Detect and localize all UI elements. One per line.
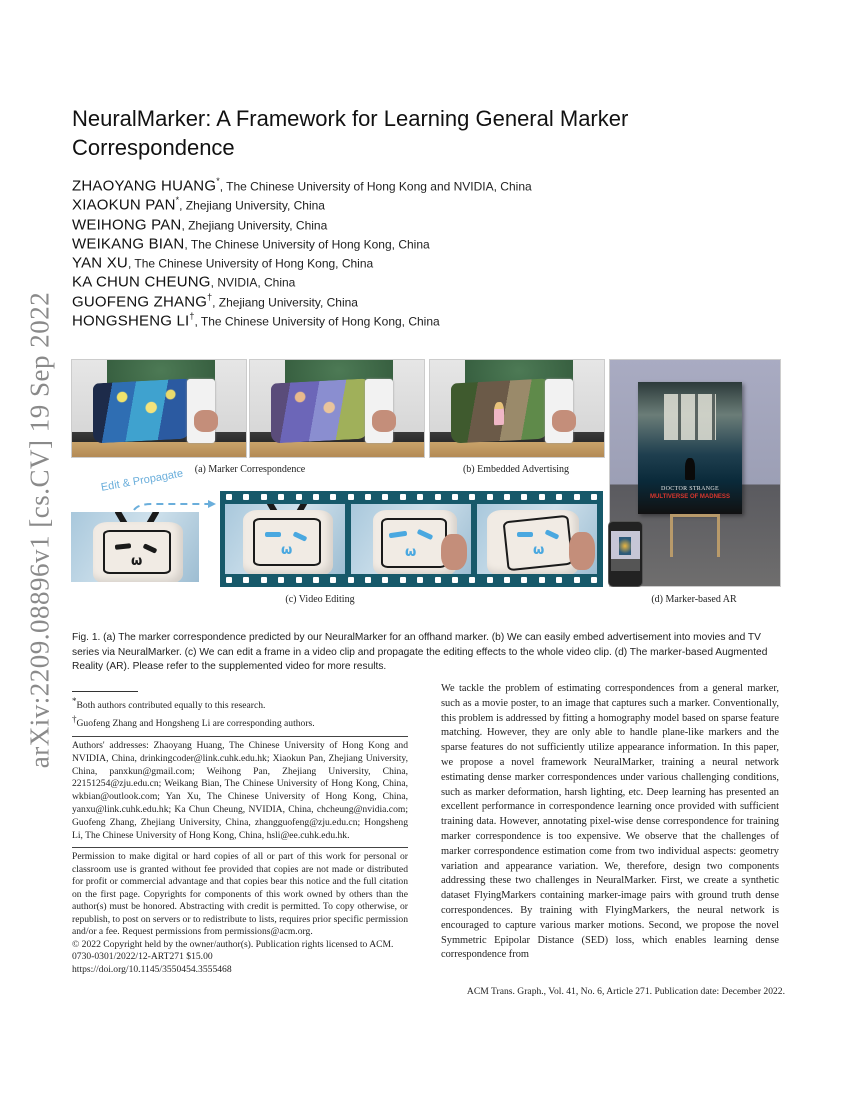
author-name: YAN XU <box>72 254 128 272</box>
author-list <box>72 172 672 330</box>
plush-toy <box>93 522 183 582</box>
author-affiliation: , Zhejiang University, China <box>181 217 328 232</box>
poster-figure <box>685 458 695 480</box>
plush-eye-edited <box>517 532 533 537</box>
author-affiliation: , The Chinese University of Hong Kong, China <box>184 237 430 252</box>
author-name: XIAOKUN PAN <box>72 196 176 214</box>
permission-text: Permission to make digital or hard copies of all or part of this work for personal or classroom use is granted without fee provided that copies are not made or distributed for profit or commercial advantage and that copies bear this notice and the full citation on the first page. Copyrights for components of this work owned by others than the author(s) must be honored. Abstracting with credit is permitted. To copy otherwise, or republish, to post on servers or to redistribute to lists, requires prior specific permission and/or a fee. Request permissions from permissions@acm.org. <box>72 851 408 937</box>
author-affiliation: , The Chinese University of Hong Kong, China <box>194 314 440 329</box>
author-entry <box>72 172 672 195</box>
author-affiliation: , Zhejiang University, China <box>212 295 358 310</box>
film-frame-3 <box>477 504 597 574</box>
arxiv-stamp <box>10 291 70 769</box>
footnotes <box>72 695 432 731</box>
hand <box>569 532 595 570</box>
paper-title: NeuralMarker: A Framework for Learning General Marker Correspondence <box>72 106 629 160</box>
plush-mouth-edited: ω <box>281 543 293 558</box>
permission-rule <box>72 847 408 848</box>
author-affiliation: , The Chinese University of Hong Kong and NVIDIA, China <box>219 179 532 194</box>
marker-correspondence-photo-warped <box>249 359 425 458</box>
author-entry <box>72 249 672 272</box>
plush-mouth-edited: ω <box>405 545 417 560</box>
author-entry <box>72 307 672 330</box>
film-strip <box>220 491 603 587</box>
embedded-advertising-photo <box>429 359 605 458</box>
marker-correspondence-photo-input <box>71 359 247 458</box>
author-name: HONGSHENG LI <box>72 312 190 330</box>
film-holes-top <box>226 494 597 501</box>
author-mark: * <box>175 195 180 206</box>
plush-mouth: ω <box>131 554 143 569</box>
subcaption-c: (c) Video Editing <box>285 594 355 605</box>
plush-mouth-edited: ω <box>533 543 545 558</box>
footnote-rule <box>72 691 138 692</box>
plush-screen <box>253 518 321 566</box>
author-addresses: Authors' addresses: Zhaoyang Huang, The Chinese University of Hong Kong and NVIDIA, China, drinkingcoder@link.cuhk.edu.hk; Xiaokun Pan, Zhejiang University, China, panxkun@gmail.com; Weihong Pan, Zhejiang University, China, 22151254@zju.edu.cn; Weikang Bian, The Chinese University of Hong Kong, China, wkbian@outlook.com; Yan Xu, The Chinese University of Hong Kong, China, yanxu@link.cuhk.edu.hk; Ka Chun Cheung, NVIDIA, China, chcheung@nvidia.com; Guofeng Zhang, Zhejiang University, China, zhangguofeng@zju.edu.cn; Hongsheng Li, The Chinese University of Hong Kong, China, hsli@ee.cuhk.edu.hk. <box>72 740 408 841</box>
phone-ar-poster <box>619 537 631 555</box>
hand <box>552 410 576 431</box>
journal-footer: ACM Trans. Graph., Vol. 41, No. 6, Article 271. Publication date: December 2022. <box>466 986 785 997</box>
easel <box>670 514 720 557</box>
phone-ar-view <box>608 521 643 587</box>
video-editing-source-frame <box>71 512 199 582</box>
plush-toy <box>243 510 333 574</box>
copyright-line: © 2022 Copyright held by the owner/author(s). Publication rights licensed to ACM. <box>72 938 394 950</box>
issn-line: 0730-0301/2022/12-ART271 $15.00 <box>72 951 213 962</box>
phone-screen <box>611 531 640 571</box>
propagate-arrow-icon <box>130 498 218 512</box>
author-entry <box>72 230 672 253</box>
subcaption-d: (d) Marker-based AR <box>651 594 737 605</box>
footnote-corresponding: †Guofeng Zhang and Hongsheng Li are corresponding authors. <box>72 713 315 730</box>
author-entry <box>72 191 672 214</box>
author-name: WEIHONG PAN <box>72 215 182 233</box>
warped-marker-overlay <box>271 379 368 444</box>
author-name: ZHAOYANG HUANG <box>72 177 217 195</box>
film-frame-2 <box>351 504 471 574</box>
hand <box>372 410 396 431</box>
film-frame-1 <box>225 504 345 574</box>
poster-title-line1: DOCTOR STRANGE <box>661 486 719 492</box>
author-mark: † <box>189 311 195 322</box>
author-affiliation: , Zhejiang University, China <box>179 198 325 213</box>
figure-caption: Fig. 1. (a) The marker correspondence predicted by our NeuralMarker for an offhand marker. (b) We can easily embed advertisement into movies and TV series via NeuralMarker. (c) We can edit a frame in a video clip and propagate the editing effects to the whole video clip. (d) The marker-based Augmented Reality (AR). Please refer to the supplemented video for more results. <box>72 632 768 672</box>
hand <box>441 534 467 570</box>
permission-notice <box>72 851 408 976</box>
author-name: WEIKANG BIAN <box>72 235 185 253</box>
addresses-rule <box>72 736 408 737</box>
edit-propagate-label: Edit & Propagate <box>100 467 184 494</box>
film-holes-bottom <box>226 577 597 584</box>
movie-poster <box>638 382 742 514</box>
poster-title-line2: MULTIVERSE OF MADNESS <box>650 494 730 500</box>
author-name: KA CHUN CHEUNG <box>72 273 211 291</box>
author-entry <box>72 211 672 233</box>
subcaption-b: (b) Embedded Advertising <box>462 464 570 475</box>
author-mark: * <box>216 176 220 186</box>
cartoon-girl <box>494 402 504 425</box>
plush-screen <box>381 518 447 568</box>
arxiv-identifier: arXiv:2209.08896v1 [cs.CV] 19 Sep 2022 <box>24 291 55 769</box>
doi-link[interactable]: https://doi.org/10.1145/3550454.3555468 <box>72 963 232 975</box>
author-name: GUOFENG ZHANG <box>72 293 208 311</box>
plush-toy <box>487 510 579 574</box>
author-affiliation: , The Chinese University of Hong Kong, China <box>127 256 374 271</box>
starry-night-marker <box>93 379 190 444</box>
poster-window <box>664 394 716 440</box>
plush-eye-edited <box>265 532 281 537</box>
author-mark: † <box>207 291 213 302</box>
footnote-equal-contribution: *Both authors contributed equally to this research. <box>72 696 266 712</box>
abstract: We tackle the problem of estimating correspondences from a general marker, such as a movie poster, to an image that captures such a marker. Conventionally, this problem is addressed by fitting a homography model based on sparse feature matching. However, they are only able to handle plane-like markers and the sparse features do not sufficiently utilize appearance information. In this paper, we propose a novel framework NeuralMarker, training a neural network estimating dense marker correspondences under various challenging conditions, such as marker deformation, harsh lighting, etc. Deep learning has presented an excellent performance in correspondence learning once provided with sufficient training data. However, annotating pixel-wise dense correspondence for training marker correspondence is too expensive. We observe that the challenges of marker correspondence estimation come from two individual aspects: geometry variation and appearance variation. We, therefore, design two components addressing these two challenges in NeuralMarker. First, we create a synthetic dataset FlyingMarkers containing marker-image pairs with ground truth dense correspondences. By training with FlyingMarkers, the neural network is encouraged to capture various marker motions. Second, we propose the novel Symmetric Epipolar Distance (SED) loss, which enables learning dense correspondence from <box>441 683 779 961</box>
embedded-ad-image <box>451 379 548 444</box>
author-entry <box>72 288 672 311</box>
author-entry <box>72 268 672 291</box>
author-affiliation: , NVIDIA, China <box>210 275 296 290</box>
subcaption-a: (a) Marker Correspondence <box>194 464 306 475</box>
hand <box>194 410 218 431</box>
